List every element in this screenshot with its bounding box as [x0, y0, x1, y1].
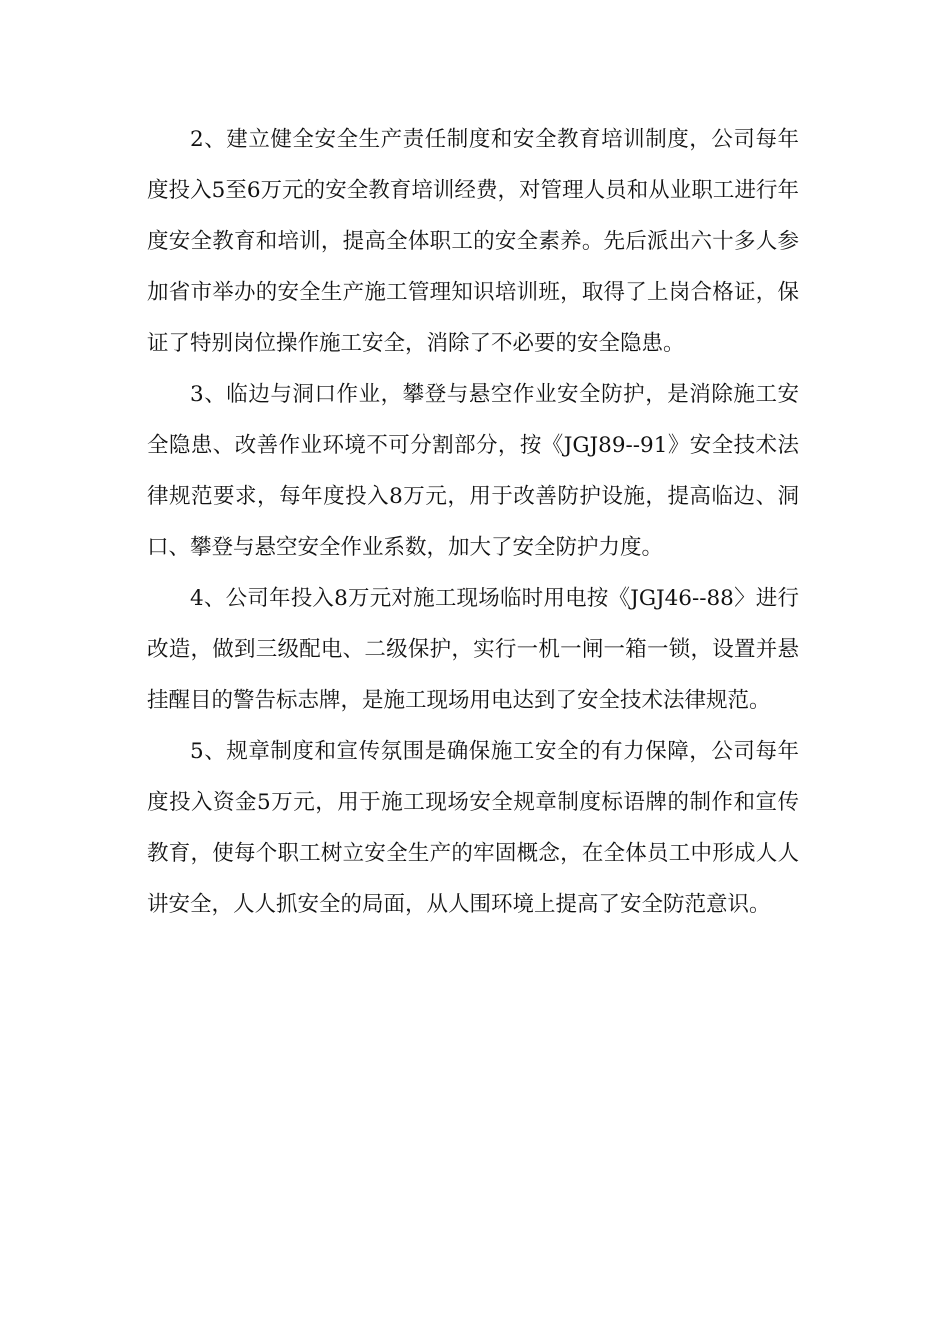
- paragraph-item-3: 3、临边与洞口作业，攀登与悬空作业安全防护，是消除施工安全隐患、改善作业环境不可分割部分，按《JGJ89--91》安全技术法律规范要求，每年度投入8万元，用于改善防护设施，提高临边、洞口、攀登与悬空安全作业系数，加大了安全防护力度。: [147, 382, 799, 560]
- paragraph-item-4: 4、公司年投入8万元对施工现场临时用电按《JGJ46--88〉进行改造，做到三级配电、二级保护，实行一机一闸一箱一锁，设置并悬挂醒目的警告标志牌，是施工现场用电达到了安全技术法律规范。: [147, 586, 799, 713]
- paragraph-item-5: 5、规章制度和宣传氛围是确保施工安全的有力保障，公司每年度投入资金5万元，用于施工现场安全规章制度标语牌的制作和宣传教育，使每个职工树立安全生产的牢固概念，在全体员工中形成人人讲安全，人人抓安全的局面，从人围环境上提高了安全防范意识。: [147, 739, 799, 917]
- document-body: [147, 114, 799, 930]
- paragraph-item-2: 2、建立健全安全生产责任制度和安全教育培训制度，公司每年度投入5至6万元的安全教育培训经费，对管理人员和从业职工进行年度安全教育和培训，提高全体职工的安全素养。先后派出六十多人参加省市举办的安全生产施工管理知识培训班，取得了上岗合格证，保证了特别岗位操作施工安全，消除了不必要的安全隐患。: [147, 127, 799, 356]
